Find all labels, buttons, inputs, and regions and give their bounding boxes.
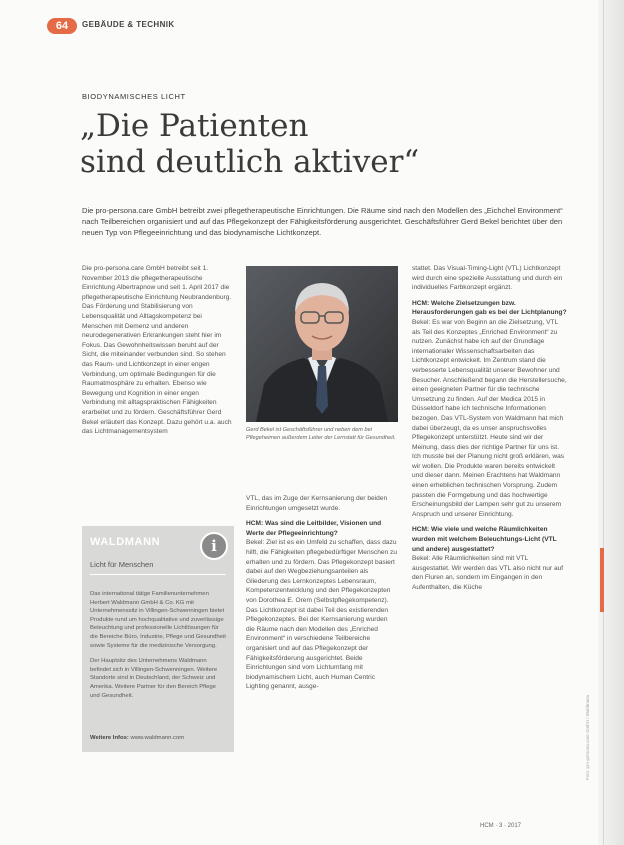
column-2-paragraph: VTL, das im Zuge der Kernsanierung der beiden Einrichtungen umgesetzt wurde. bbox=[246, 495, 388, 512]
portrait-illustration bbox=[246, 266, 398, 422]
sidebar-paragraph-2: Der Hauptsitz des Unternehmens Waldmann befindet sich in Villingen-Schwenningen. Weitere Standorte sind in Deutschland, der Schweiz und Amerika. Weitere Partner für den Bereich Pflege und Gesundheit. bbox=[90, 658, 218, 699]
interview-question: HCM: Welche Zielsetzungen bzw. Herausforderungen gab es bei der Lichtplanung? bbox=[412, 299, 567, 317]
info-icon: i bbox=[200, 532, 228, 560]
section-label: GEBÄUDE & TECHNIK bbox=[82, 20, 175, 29]
sidebar-footer bbox=[90, 735, 184, 741]
page-folio: HCM · 3 · 2017 bbox=[480, 823, 522, 829]
article-lead: Die pro-persona.care GmbH betreibt zwei pflegetherapeutische Einrichtungen. Die Räume sind nach den Modellen des „Eichchel Environment“ nach Teilbereichen organisiert und auf das Pflegekonzept der Fähigkeitsförderung ausgerichtet. Geschäftsführer Gerd Bekel berichtet über den neuen Typ von Pflegeeinrichtung und das biodynamische Lichtkonzept. bbox=[82, 206, 563, 237]
photo-credit: Foto: pro-persona.care GmbH / Waldmann bbox=[585, 694, 590, 780]
column-2-text bbox=[246, 494, 398, 692]
article-column-2 bbox=[246, 494, 398, 692]
headline-line-1: „Die Patienten bbox=[80, 108, 309, 144]
headline-line-2: sind deutlich aktiver“ bbox=[80, 144, 420, 180]
sidebar-text bbox=[90, 590, 226, 707]
photo-caption: Gerd Bekel ist Geschäftsführer und neben dem bei Pflegeheimen außerdem Leiter der Lernstatt für Gesundheit. bbox=[246, 427, 396, 441]
page-edge-line bbox=[603, 0, 604, 845]
column-3-paragraph: stattet. Das Visual-Timing-Light (VTL) Lichtkonzept wird durch eine spezielle Ausstattung und durch ein individuelles Farbkonzept ergänzt. bbox=[412, 265, 563, 292]
edge-color-tab bbox=[600, 548, 604, 612]
sidebar-subtitle: Licht für Menschen bbox=[90, 560, 154, 569]
article-headline bbox=[80, 108, 560, 180]
sidebar-footer-label: Weitere Infos: bbox=[90, 735, 129, 741]
column-1-text: Die pro-persona.care GmbH betreibt seit 1. November 2013 die pflegetherapeutische Einrichtung Albertrapnow und seit 1. April 2017 die pflegetherapeutische Einrichtung Neubrandenburg. Das Förderung und Stabilisierung von Lebensqualität und Alltagskompetenz bei Menschen mit Demenz und anderen neurodegenerativen Erkrankungen steht hier im Fokus. Das Gewohnheitswissen beruht auf der Sicht, die miteinander verbunden sind. So stehen das Raum- und Lichtkonzept in einer engen Verbindung, um optimale Bedingungen für die Raumatmosphäre zu erhalten. Ebenso wie Bewegung und Kognition in einer engen Verbindung mit alltagspraktischen Fähigkeiten erarbeitet und zu fördern. Geschäftsführer Gerd Bekel erläutert das Konzept. Dazu gehört u.a. auch das Lichtmanagementsystem bbox=[82, 265, 232, 436]
column-3-paragraph: Bekel: Alle Räumlichkeiten sind mit VTL ausgestattet. Wir werden das VTL also nicht nur auf den Fluren an, sondern im Eingangen in den Aufenthalten, die Küche bbox=[412, 555, 564, 591]
article-column-3 bbox=[412, 264, 567, 593]
column-3-paragraph: Bekel: Es war von Beginn an die Zielsetzung, VTL als Teil des Konzeptes „Enriched Environment“ zu nutzen. Zunächst habe ich auf der Grundlage internationaler Wissenschaftsarbeiten das Lichtkonzept entwickelt. Im Zentrum stand die verbesserte Lebensqualität unserer Bewohner und Besucher. Anschließend begann die Herstellersuche, einen geeigneten Partner für die technische Umsetzung zu finden. Auf der Medica 2015 in Düsseldorf habe ich technische Informationen bezogen. Das VTL-System von Waldmann hat mich dabei überzeugt, da es unser anspruchsvolles Pflegekonzept unterstützt. Heute sind wir der Meinung, dass dies der richtige Partner für uns ist. Ich musste bei der Planung nicht groß erklären, was wir wollen. Die Produkte waren bereits entwickelt und dieser dann. Meinen Erachtens hat Waldmann einen erheblichen technischen Vorsprung. Zudem passten die Formgebung und das hochwertige Erscheinungsbild der Lampen sehr gut zu unserem Anspruch und unserer Einrichtung. bbox=[412, 318, 567, 518]
page-number-badge: 64 bbox=[47, 18, 77, 34]
column-2-paragraph: Bekel: Ziel ist es ein Umfeld zu schaffen, dass dazu hilft, die Fähigkeiten pflegebedürftiger Menschen zu erhalten und zu fördern. Das Pflegekonzept basiert dabei auf den Wegbeziehungsanteilen als Gliederung des Lernkonzeptes Lebensraum, Kompetenzentwicklung und den Pflegekonzepten von Dorothea E. Orem (Selbstpflegekompetenz). Das Lichtkonzept ist dabei Teil des existierenden Pflegekonzeptes. Bei der Kernsanierung wurden die Räume nach den Modellen des „Enriched Environment“ in verschiedene Teilbereiche organisiert und auf das Pflegekonzept der Fähigkeitsförderung ausgerichtet. Beide Einrichtungen sind vom Lichtumfang mit biodynamischem Licht, auch Human Centric Lighting genannt, ausge- bbox=[246, 539, 398, 691]
portrait-photo bbox=[246, 266, 398, 422]
article-column-1 bbox=[82, 264, 232, 437]
article-kicker: BIODYNAMISCHES LICHT bbox=[82, 92, 186, 101]
sidebar-title: WALDMANN bbox=[90, 536, 161, 548]
sidebar-paragraph-1: Das international tätige Familienunternehmen Herbert Waldmann GmbH & Co. KG mit Unternehmenssitz in Villingen-Schwenningen bietet Produkte rund um hochqualitative und zuverlässige Beleuchtung und professionelle Lichtlösungen für die Bereiche Büro, Industrie, Pflege und Gesundheit sowie Systeme für die medizinische Versorgung. bbox=[90, 591, 226, 649]
column-3-text bbox=[412, 264, 567, 593]
info-sidebar bbox=[82, 526, 234, 752]
interview-question: HCM: Was sind die Leitbilder, Visionen und Werte der Pflegeeinrichtung? bbox=[246, 520, 382, 537]
page-edge-shadow bbox=[598, 0, 624, 845]
sidebar-footer-link[interactable]: www.waldmann.com bbox=[130, 735, 185, 741]
sidebar-divider bbox=[90, 574, 226, 575]
interview-question: HCM: Wie viele und welche Räumlichkeiten wurden mit welchem Beleuchtungs-Licht (VTL und andere) ausgestattet? bbox=[412, 526, 557, 553]
